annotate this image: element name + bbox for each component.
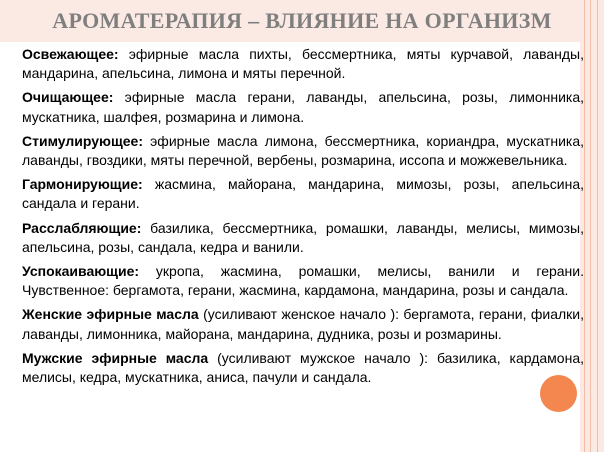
paragraph-lead: Очищающее: (22, 89, 114, 106)
paragraph-text: укропа, жасмина, ромашки, мелисы, ванили и герани. Чувственное: бергамота, герани, жасмина, кардамона, мандарина, розы и сандала. (22, 263, 584, 299)
paragraph-text: эфирные масла пихты, бессмертника, мяты курчавой, лаванды, мандарина, апельсина, лимона и мяты перечной. (22, 46, 584, 82)
paragraph-cleansing (22, 88, 584, 126)
paragraph-lead: Гармонирующие: (22, 176, 143, 193)
paragraph-lead: Женские эфирные масла (22, 306, 199, 323)
paragraph-text: (усиливают женское начало ): бергамота, герани, фиалки, лаванды, лимонника, майорана, мандарина, дудника, розы и розмарины. (22, 306, 585, 342)
paragraph-text: эфирные масла герани, лаванды, апельсина, розы, лимонника, мускатника, шалфея, розмарина и лимона. (22, 89, 584, 125)
paragraph-lead: Стимулирующее: (22, 132, 144, 149)
paragraph-text: жасмина, майорана, мандарина, мимозы, розы, апельсина, сандала и герани. (22, 176, 584, 212)
paragraph-stimulating (22, 132, 584, 170)
slide-title: АРОМАТЕРАПИЯ – ВЛИЯНИЕ НА ОРГАНИЗМ (52, 8, 552, 33)
frame-line (597, 0, 598, 452)
paragraph-text: базилика, бессмертника, ромашки, лаванды, мелисы, мимозы, апельсина, розы, сандала, кедра и ванили. (22, 219, 584, 255)
paragraph-text: (усиливают мужское начало ): базилика, кардамона, мелисы, кедра, мускатника, аниса, пачули и сандала. (22, 349, 585, 386)
paragraph-harmonizing (22, 175, 584, 213)
paragraph-calming (22, 262, 584, 300)
paragraph-relaxing (22, 219, 584, 257)
frame-line (584, 0, 585, 452)
slide-content (22, 45, 584, 392)
frame-line (590, 0, 591, 452)
paragraph-lead: Освежающее: (22, 46, 119, 62)
paragraph-text: эфирные масла лимона, бессмертника, кориандра, мускатника, лаванды, гвоздики, мяты перечной, вербены, розмарина, иссопа и можжевельника. (22, 132, 584, 169)
paragraph-male-oils (22, 349, 584, 387)
paragraph-lead: Мужские эфирные масла (22, 349, 209, 366)
paragraph-female-oils (22, 305, 584, 343)
paragraph-lead: Успокаивающие: (22, 263, 140, 280)
paragraph-lead: Расслабляющие: (22, 219, 142, 236)
paragraph-refreshing (22, 45, 584, 83)
